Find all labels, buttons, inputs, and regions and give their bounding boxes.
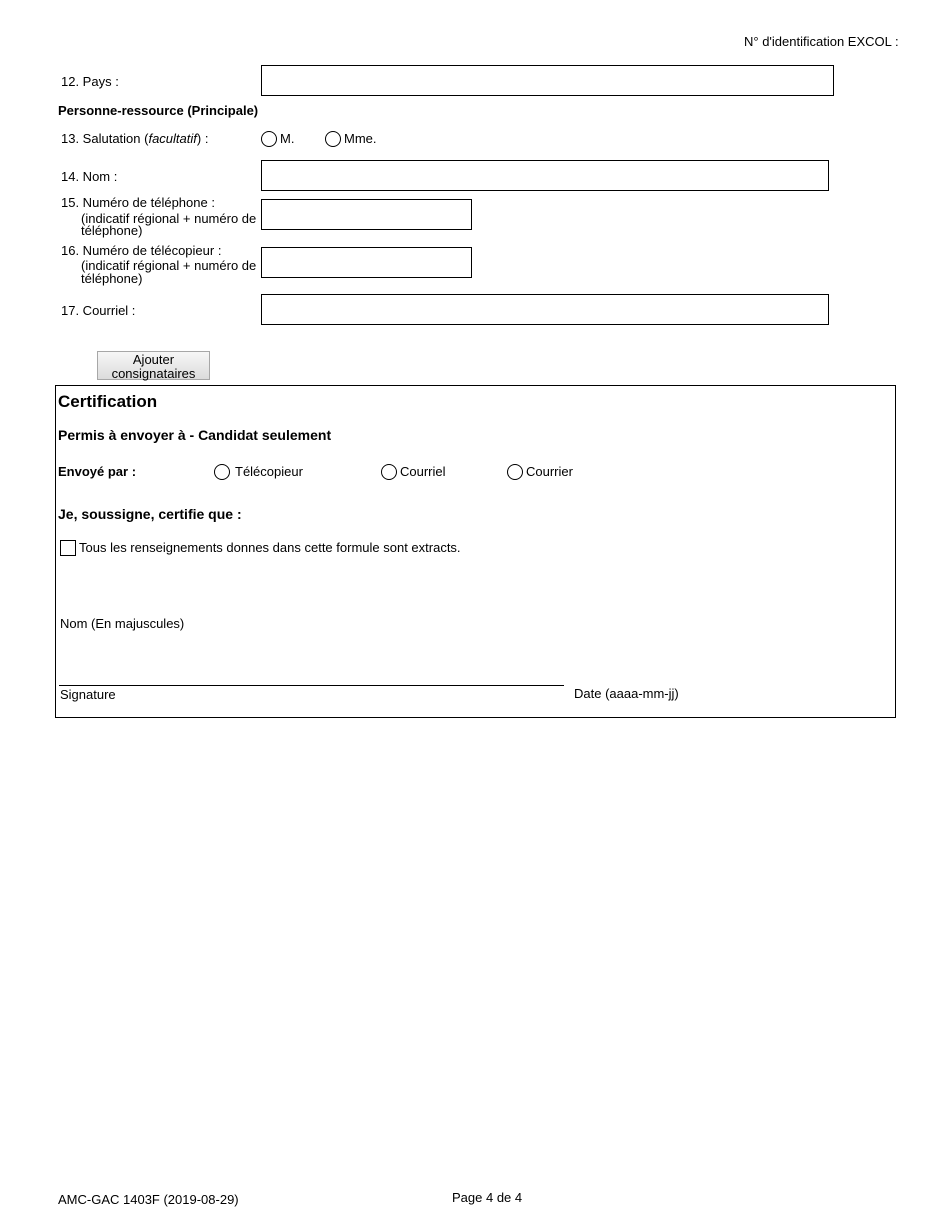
sent-by-label: Envoyé par : xyxy=(58,464,137,479)
phone-input[interactable] xyxy=(261,199,472,230)
phone-label: 15. Numéro de téléphone : xyxy=(61,195,215,210)
sent-by-email-label: Courriel xyxy=(400,464,446,479)
signature-label: Signature xyxy=(60,687,116,702)
fax-label: 16. Numéro de télécopieur : xyxy=(61,243,222,258)
permit-heading: Permis à envoyer à - Candidat seulement xyxy=(58,427,332,443)
country-input[interactable] xyxy=(261,65,834,96)
add-button-line1: Ajouter xyxy=(132,352,175,367)
contact-heading: Personne-ressource (Principale) xyxy=(58,103,259,118)
sent-by-email-radio[interactable] xyxy=(381,464,397,480)
certify-checkbox-text: Tous les renseignements donnes dans cette formule sont extracts. xyxy=(79,540,461,555)
certify-checkbox[interactable] xyxy=(60,540,76,556)
salutation-mrs-label: Mme. xyxy=(344,131,377,146)
add-consignees-button[interactable] xyxy=(97,351,210,380)
country-label: 12. Pays : xyxy=(61,74,119,89)
salutation-label: 13. Salutation (facultatif) : xyxy=(61,131,209,146)
sent-by-fax-label: Télécopieur xyxy=(235,464,303,479)
excol-id-label: N° d'identification EXCOL : xyxy=(744,34,899,49)
sent-by-courier-radio[interactable] xyxy=(507,464,523,480)
fax-hint-line2: téléphone) xyxy=(81,271,143,286)
sent-by-courier-label: Courrier xyxy=(526,464,573,479)
name-input[interactable] xyxy=(261,160,829,191)
certify-heading: Je, soussigne, certifie que : xyxy=(58,506,242,522)
sent-by-fax-radio[interactable] xyxy=(214,464,230,480)
email-input[interactable] xyxy=(261,294,829,325)
name-caps-label: Nom (En majuscules) xyxy=(60,616,185,631)
salutation-mr-radio[interactable] xyxy=(261,131,277,147)
salutation-mrs-radio[interactable] xyxy=(325,131,341,147)
fax-hint-line1: (indicatif régional + numéro de xyxy=(81,258,257,273)
date-label: Date (aaaa-mm-jj) xyxy=(574,686,679,701)
name-label: 14. Nom : xyxy=(61,169,118,184)
certification-title: Certification xyxy=(58,392,158,411)
phone-hint-line2: téléphone) xyxy=(81,223,143,238)
add-button-line2: consignataires xyxy=(111,366,196,381)
form-code: AMC-GAC 1403F (2019-08-29) xyxy=(58,1192,239,1207)
fax-input[interactable] xyxy=(261,247,472,278)
salutation-mr-label: M. xyxy=(280,131,295,146)
phone-hint-line1: (indicatif régional + numéro de xyxy=(81,211,257,226)
signature-line xyxy=(59,685,564,686)
email-label: 17. Courriel : xyxy=(61,303,136,318)
page-indicator: Page 4 de 4 xyxy=(452,1190,523,1205)
